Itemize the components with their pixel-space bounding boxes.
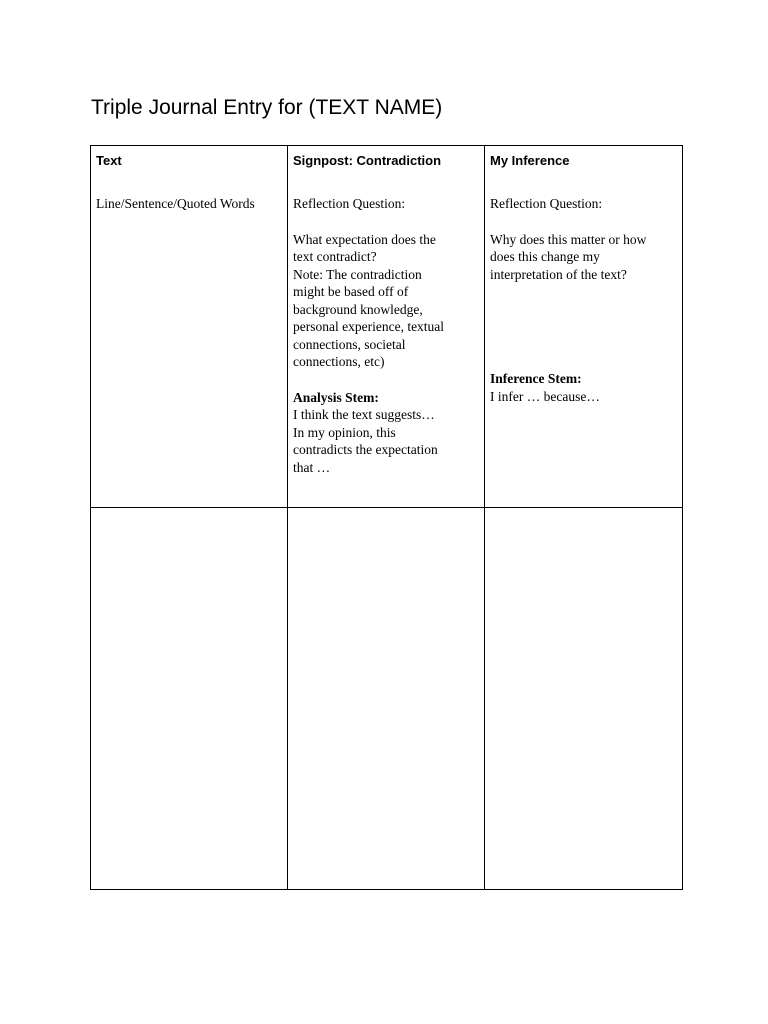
stem-line: contradicts the expectation xyxy=(293,442,438,457)
journal-table xyxy=(90,145,683,890)
inference-reflection-question xyxy=(490,231,677,284)
text-column-cell[interactable] xyxy=(91,146,288,508)
inference-reflection-label: Reflection Question: xyxy=(490,196,603,211)
question-line: background knowledge, xyxy=(293,301,423,317)
stem-line: I think the text suggests… xyxy=(293,407,435,422)
inference-stem-label: Inference Stem: xyxy=(490,371,582,386)
table-header-row xyxy=(91,146,683,508)
text-entry-cell[interactable] xyxy=(91,508,288,890)
text-column-prompt: Line/Sentence/Quoted Words xyxy=(96,196,255,211)
inference-column-header: My Inference xyxy=(490,153,570,168)
question-line: personal experience, textual xyxy=(293,319,445,334)
signpost-column-cell[interactable] xyxy=(288,146,485,508)
stem-line: I infer … because… xyxy=(490,388,600,404)
signpost-reflection-question xyxy=(293,231,479,371)
signpost-reflection-label: Reflection Question: xyxy=(293,196,406,211)
question-line: connections, etc) xyxy=(293,354,385,369)
question-line: Why does this matter or how xyxy=(490,231,647,247)
inference-spacer xyxy=(490,283,677,370)
inference-stem xyxy=(490,370,677,405)
signpost-entry-cell[interactable] xyxy=(288,508,485,890)
question-line: does this change my xyxy=(490,249,600,264)
question-line: text contradict? xyxy=(293,249,377,264)
inference-column-cell[interactable] xyxy=(485,146,683,508)
analysis-stem-label: Analysis Stem: xyxy=(293,389,379,405)
stem-line: that … xyxy=(293,459,331,475)
question-line: What expectation does the xyxy=(293,231,436,247)
question-line: might be based off of xyxy=(293,284,409,299)
stem-line: In my opinion, this xyxy=(293,424,396,440)
page-title: Triple Journal Entry for (TEXT NAME) xyxy=(91,96,443,119)
question-line: connections, societal xyxy=(293,336,406,352)
signpost-column-header: Signpost: Contradiction xyxy=(293,153,442,168)
text-column-header: Text xyxy=(96,153,122,168)
inference-entry-cell[interactable] xyxy=(485,508,683,890)
entry-row xyxy=(91,508,683,890)
question-line: interpretation of the text? xyxy=(490,266,627,282)
analysis-stem xyxy=(293,389,479,477)
question-line: Note: The contradiction xyxy=(293,266,422,282)
